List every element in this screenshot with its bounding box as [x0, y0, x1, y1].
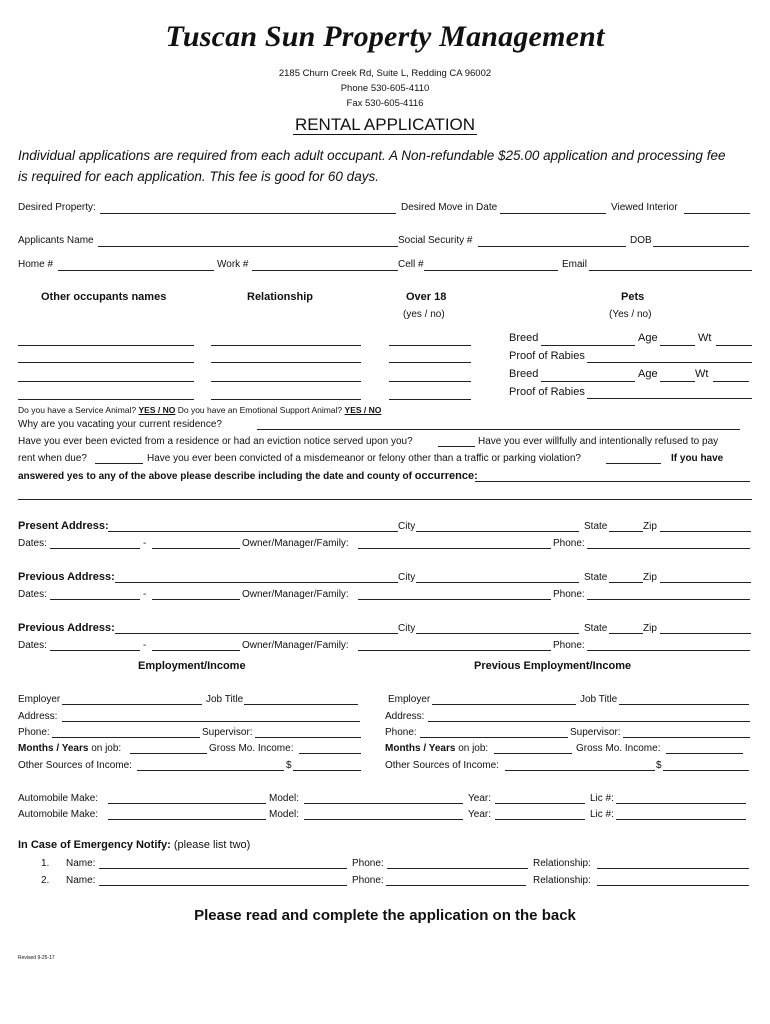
move-in-field[interactable] [500, 213, 606, 214]
occupant-relationship-field[interactable] [211, 399, 361, 400]
prev1-city-field[interactable] [416, 582, 579, 583]
ssn-field[interactable] [478, 246, 626, 247]
if-you-have-label: If you have [671, 453, 724, 464]
viewed-interior-field[interactable] [684, 213, 750, 214]
job-title-field[interactable] [244, 704, 358, 705]
pet1-wt-field[interactable] [716, 345, 752, 346]
present-zip-field[interactable] [660, 531, 751, 532]
occupant-name-field[interactable] [18, 345, 194, 346]
work-phone-field[interactable] [252, 270, 398, 271]
emergency-1-name-field[interactable] [99, 868, 347, 869]
present-owner-field[interactable] [358, 548, 551, 549]
prev1-zip-field[interactable] [660, 582, 751, 583]
prev1-dates-to-field[interactable] [152, 599, 240, 600]
prev-employer-field[interactable] [432, 704, 576, 705]
occupant-name-field[interactable] [18, 362, 194, 363]
prev-emp-address-label: Address: [385, 711, 425, 722]
prev-gross-income-label: Gross Mo. Income: [576, 743, 661, 754]
emergency-1-phone-label: Phone: [352, 858, 384, 869]
applicant-name-label: Applicants Name [18, 235, 94, 246]
prev2-dates-dash: - [143, 640, 147, 651]
pet2-age-field[interactable] [660, 381, 695, 382]
prev-other-income-label: Other Sources of Income: [385, 760, 499, 771]
vacating-field[interactable] [257, 429, 740, 430]
emergency-heading-label: In Case of Emergency Notify: [18, 839, 171, 851]
pet1-rabies-label: Proof of Rabies [509, 350, 585, 362]
gross-income-label: Gross Mo. Income: [209, 743, 294, 754]
prev-job-title-label: Job Title [580, 694, 618, 705]
pet2-breed-label: Breed [509, 368, 539, 380]
prev-months-years-field[interactable] [494, 753, 572, 754]
emotional-support-yes-no[interactable]: YES / NO [344, 405, 382, 415]
desired-property-label: Desired Property: [18, 202, 96, 213]
prev1-phone-field[interactable] [587, 599, 750, 600]
col-occupant-names: Other occupants names [41, 291, 167, 303]
occupant-name-field[interactable] [18, 381, 194, 382]
company-fax: Fax 530-605-4116 [346, 98, 424, 109]
previous-employment-heading: Previous Employment/Income [474, 660, 632, 672]
emergency-heading-note: (please list two) [173, 839, 251, 851]
applicant-name-field[interactable] [98, 246, 398, 247]
auto1-make-field[interactable] [108, 803, 266, 804]
prev2-zip-label: Zip [643, 623, 657, 634]
work-phone-label: Work # [217, 259, 249, 270]
prev-gross-income-field[interactable] [666, 753, 743, 754]
prev1-dates-dash: - [143, 589, 147, 600]
emergency-2-number: 2. [41, 875, 50, 886]
gross-income-field[interactable] [299, 753, 361, 754]
col-relationship: Relationship [247, 291, 314, 303]
auto1-lic-field[interactable] [616, 803, 746, 804]
col-pets: Pets [621, 291, 645, 303]
prev1-owner-label: Owner/Manager/Family: [242, 589, 349, 600]
supervisor-label: Supervisor: [202, 727, 253, 738]
prev2-zip-field[interactable] [660, 633, 751, 634]
prev2-dates-label: Dates: [18, 640, 47, 651]
dob-field[interactable] [653, 246, 749, 247]
occupant-over18-field[interactable] [389, 362, 471, 363]
viewed-interior-label: Viewed Interior [611, 202, 678, 213]
previous-address-1-label: Previous Address: [18, 571, 115, 583]
prev1-phone-label: Phone: [553, 589, 585, 600]
pet1-rabies-field[interactable] [587, 362, 752, 363]
prev-job-title-field[interactable] [619, 704, 749, 705]
present-state-field[interactable] [609, 531, 643, 532]
prev1-zip-label: Zip [643, 572, 657, 583]
prev1-dates-from-field[interactable] [50, 599, 140, 600]
emp-address-field[interactable] [62, 721, 360, 722]
revised-date: Revised 9-25-17 [18, 955, 55, 961]
pet2-breed-field[interactable] [541, 381, 635, 382]
employer-field[interactable] [62, 704, 202, 705]
auto1-model-label: Model: [269, 793, 300, 804]
auto1-year-field[interactable] [495, 803, 585, 804]
emergency-heading [18, 839, 250, 851]
service-animal-label: Do you have a Service Animal? [18, 405, 137, 415]
other-income-dollar: $ [286, 760, 292, 771]
prev-on-job-label: on job: [458, 743, 489, 754]
prev-other-income-amount-field[interactable] [663, 770, 749, 771]
prev2-owner-field[interactable] [358, 650, 551, 651]
pet2-wt-field[interactable] [713, 381, 749, 382]
service-animal-yes-no[interactable]: YES / NO [138, 405, 176, 415]
auto2-make-field[interactable] [108, 819, 266, 820]
emergency-1-phone-field[interactable] [387, 868, 528, 869]
email-field[interactable] [589, 270, 752, 271]
emp-address-label: Address: [18, 711, 58, 722]
rent-due-label: rent when due? [18, 453, 87, 464]
describe-label [18, 470, 478, 482]
ssn-label: Social Security # [398, 235, 473, 246]
emergency-1-relationship-label: Relationship: [533, 858, 591, 869]
pet1-wt-label: Wt [698, 332, 712, 344]
prev2-dates-to-field[interactable] [152, 650, 240, 651]
prev-other-income-dollar: $ [656, 760, 662, 771]
emergency-2-name-field[interactable] [99, 885, 347, 886]
employer-label: Employer [18, 694, 61, 705]
prev-other-income-field[interactable] [505, 770, 655, 771]
prev2-city-label: City [398, 623, 416, 634]
emotional-support-label: Do you have an Emotional Support Animal? [177, 405, 343, 415]
dob-label: DOB [630, 235, 652, 246]
previous-address-2-field[interactable] [115, 633, 398, 634]
prev2-phone-label: Phone: [553, 640, 585, 651]
pet2-age-label: Age [638, 368, 658, 380]
emergency-2-name-label: Name: [66, 875, 96, 886]
prev-supervisor-field[interactable] [623, 737, 750, 738]
auto2-year-label: Year: [468, 809, 491, 820]
emp-phone-label: Phone: [18, 727, 50, 738]
auto2-year-field[interactable] [495, 819, 585, 820]
service-animal-question [18, 405, 381, 415]
vacating-label: Why are you vacating your current residence? [18, 419, 222, 430]
pet2-rabies-label: Proof of Rabies [509, 386, 585, 398]
prev1-state-label: State [584, 572, 608, 583]
emergency-2-relationship-label: Relationship: [533, 875, 591, 886]
convicted-label: Have you ever been convicted of a misdemeanor or felony other than a traffic or parking violation? [147, 453, 581, 464]
prev-emp-address-field[interactable] [428, 721, 750, 722]
describe-field[interactable] [475, 481, 750, 482]
prev1-city-label: City [398, 572, 416, 583]
present-owner-label: Owner/Manager/Family: [242, 538, 349, 549]
prev-emp-phone-field[interactable] [420, 737, 568, 738]
occupant-relationship-field[interactable] [211, 362, 361, 363]
rent-due-field[interactable] [95, 463, 143, 464]
occurrence-text: occurrence: [414, 470, 478, 482]
supervisor-field[interactable] [255, 737, 361, 738]
present-address-label: Present Address: [18, 520, 109, 532]
prev1-owner-field[interactable] [358, 599, 551, 600]
prev2-dates-from-field[interactable] [50, 650, 140, 651]
occupant-name-field[interactable] [18, 399, 194, 400]
form-title: RENTAL APPLICATION [294, 115, 476, 134]
present-dates-label: Dates: [18, 538, 47, 549]
pet1-breed-field[interactable] [541, 345, 635, 346]
evicted-label: Have you ever been evicted from a residence or had an eviction notice served upon you? [18, 436, 413, 447]
prev-emp-phone-label: Phone: [385, 727, 417, 738]
pet1-age-field[interactable] [660, 345, 695, 346]
col-pets-sub: (Yes / no) [609, 309, 652, 320]
evicted-field[interactable] [438, 446, 475, 447]
pet2-rabies-field[interactable] [587, 398, 752, 399]
other-income-label: Other Sources of Income: [18, 760, 132, 771]
other-income-field[interactable] [137, 770, 284, 771]
prev-months-years-label: Months / Years [385, 743, 456, 754]
email-label: Email [562, 259, 588, 270]
company-phone: Phone 530-605-4110 [340, 83, 430, 94]
present-address-field[interactable] [108, 531, 398, 532]
auto2-lic-field[interactable] [616, 819, 746, 820]
emergency-1-number: 1. [41, 858, 50, 869]
col-over18: Over 18 [406, 291, 447, 303]
auto2-model-label: Model: [269, 809, 300, 820]
describe-text: answered yes to any of the above please describe including the date and county of [18, 471, 412, 482]
present-phone-field[interactable] [587, 548, 750, 549]
col-over18-sub: (yes / no) [403, 309, 445, 320]
months-years-row [18, 743, 121, 754]
occupant-over18-field[interactable] [389, 381, 471, 382]
occupant-over18-field[interactable] [389, 399, 471, 400]
present-city-label: City [398, 521, 416, 532]
auto1-lic-label: Lic #: [590, 793, 614, 804]
on-job-label: on job: [91, 743, 122, 754]
present-dates-from-field[interactable] [50, 548, 140, 549]
auto2-model-field[interactable] [304, 819, 463, 820]
job-title-label: Job Title [206, 694, 244, 705]
present-phone-label: Phone: [553, 538, 585, 549]
months-years-field[interactable] [130, 753, 207, 754]
auto1-year-label: Year: [468, 793, 491, 804]
prev2-state-label: State [584, 623, 608, 634]
prev2-city-field[interactable] [416, 633, 579, 634]
emergency-1-relationship-field[interactable] [597, 868, 749, 869]
emp-phone-field[interactable] [52, 737, 200, 738]
prev1-state-field[interactable] [609, 582, 643, 583]
refused-pay-label: Have you ever willfully and intentionally refused to pay [478, 436, 719, 447]
employment-heading: Employment/Income [138, 660, 246, 672]
back-page-note: Please read and complete the application on the back [194, 907, 576, 924]
prev2-owner-label: Owner/Manager/Family: [242, 640, 349, 651]
auto1-make-label: Automobile Make: [18, 793, 99, 804]
home-phone-field[interactable] [58, 270, 214, 271]
pet2-wt-label: Wt [695, 368, 709, 380]
prev2-phone-field[interactable] [587, 650, 750, 651]
occupant-relationship-field[interactable] [211, 345, 361, 346]
present-zip-label: Zip [643, 521, 657, 532]
intro-line-1: Individual applications are required from each adult occupant. A Non-refundable $25.00 application and processing fee [18, 148, 726, 163]
prev-supervisor-label: Supervisor: [570, 727, 621, 738]
emergency-1-name-label: Name: [66, 858, 96, 869]
present-state-label: State [584, 521, 608, 532]
prev1-dates-label: Dates: [18, 589, 47, 600]
months-years-label: Months / Years [18, 743, 89, 754]
intro-line-2: is required for each application. This fee is good for 60 days. [18, 169, 379, 184]
emergency-2-phone-label: Phone: [352, 875, 384, 886]
present-dates-dash: - [143, 538, 147, 549]
prev-months-years-row [385, 743, 488, 754]
emergency-2-phone-field[interactable] [386, 885, 526, 886]
auto2-lic-label: Lic #: [590, 809, 614, 820]
desired-property-field[interactable] [100, 213, 396, 214]
cell-phone-field[interactable] [424, 270, 558, 271]
present-dates-to-field[interactable] [152, 548, 240, 549]
describe-field-2[interactable] [18, 499, 752, 500]
other-income-amount-field[interactable] [293, 770, 361, 771]
prev2-state-field[interactable] [609, 633, 643, 634]
prev-employer-label: Employer [388, 694, 431, 705]
pet1-age-label: Age [638, 332, 658, 344]
company-address: 2185 Churn Creek Rd, Suite L, Redding CA 96002 [278, 68, 492, 79]
occupant-relationship-field[interactable] [211, 381, 361, 382]
present-city-field[interactable] [416, 531, 579, 532]
occupant-over18-field[interactable] [389, 345, 471, 346]
previous-address-1-field[interactable] [115, 582, 398, 583]
pet1-breed-label: Breed [509, 332, 539, 344]
auto2-make-label: Automobile Make: [18, 809, 99, 820]
cell-phone-label: Cell # [398, 259, 424, 270]
auto1-model-field[interactable] [304, 803, 463, 804]
previous-address-2-label: Previous Address: [18, 622, 115, 634]
move-in-label: Desired Move in Date [401, 202, 498, 213]
home-phone-label: Home # [18, 259, 54, 270]
convicted-field[interactable] [606, 463, 661, 464]
emergency-2-relationship-field[interactable] [597, 885, 749, 886]
company-name: Tuscan Sun Property Management [165, 20, 605, 53]
